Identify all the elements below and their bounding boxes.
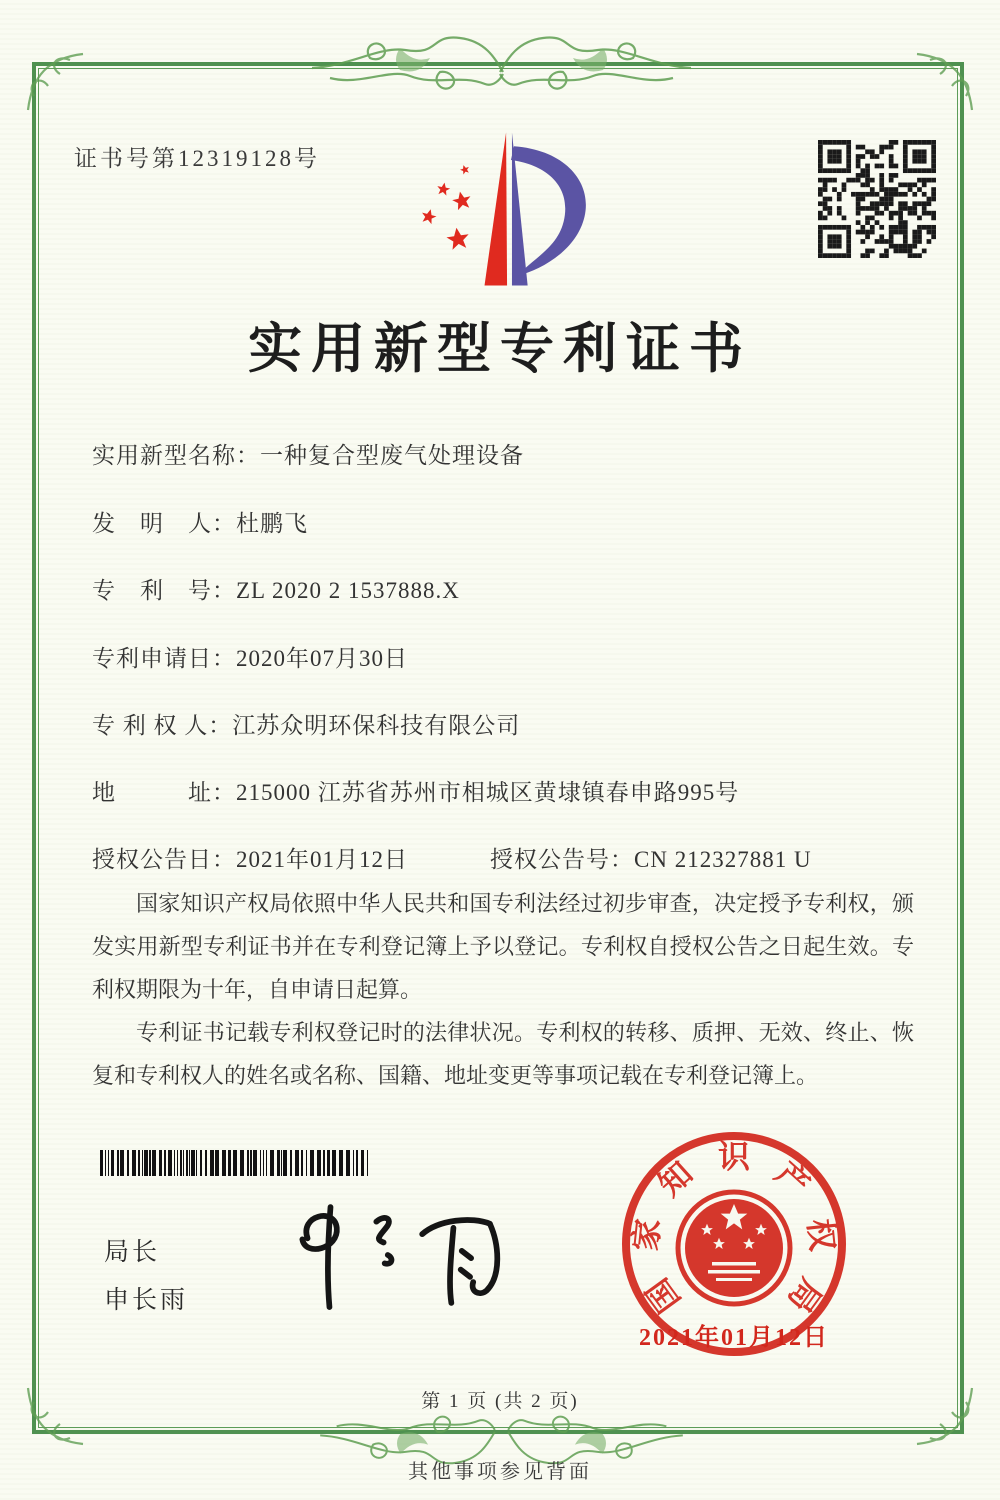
- svg-text:识: 识: [717, 1138, 751, 1175]
- field-value: 2020年07月30日: [236, 646, 408, 671]
- director-title: 局长: [104, 1239, 161, 1266]
- svg-text:局: 局: [780, 1271, 829, 1320]
- field-label: 授权公告号：: [490, 847, 634, 872]
- legal-paragraph-2: 专利证书记载专利权登记时的法律状况。专利权的转移、质押、无效、终止、恢复和专利权人的姓名或名称、国籍、地址变更等事项记载在专利登记簿上。: [92, 1020, 914, 1088]
- svg-text:知: 知: [651, 1154, 700, 1203]
- svg-text:产: 产: [768, 1154, 817, 1203]
- svg-text:权: 权: [801, 1217, 841, 1253]
- qr-code: [816, 140, 938, 258]
- legal-paragraph-1: 国家知识产权局依照中华人民共和国专利法经过初步审查，决定授予专利权，颁发实用新型专利证书并在专利登记簿上予以登记。专利权自授权公告之日起生效。专利权期限为十年，自申请日起算。: [92, 891, 914, 1002]
- seal-date: 2021年01月12日: [639, 1325, 829, 1351]
- field-patent-number: [92, 572, 460, 605]
- national-emblem-icon: [678, 1192, 790, 1304]
- field-label: 专 利 号：: [92, 578, 236, 603]
- page-number: 第 1 页 (共 2 页): [421, 1391, 579, 1412]
- field-value: 一种复合型废气处理设备: [260, 443, 524, 468]
- field-address: [92, 774, 739, 807]
- field-grant-number: [490, 841, 812, 874]
- director-name: 申长雨: [104, 1287, 189, 1314]
- svg-text:家: 家: [627, 1217, 667, 1253]
- certificate-title: 实用新型专利证书: [248, 319, 752, 379]
- legal-text: [92, 882, 914, 1097]
- field-patentee: [92, 707, 520, 740]
- field-value: CN 212327881 U: [634, 847, 812, 872]
- barcode: [100, 1150, 372, 1176]
- field-label: 实用新型名称：: [92, 443, 260, 468]
- field-value: 215000 江苏省苏州市相城区黄埭镇春申路995号: [236, 780, 740, 805]
- field-grant-date: [92, 841, 812, 874]
- field-label: 发 明 人：: [92, 511, 236, 536]
- field-label: 专利申请日：: [92, 646, 236, 671]
- field-value: 2021年01月12日: [236, 847, 408, 872]
- field-value: ZL 2020 2 1537888.X: [236, 578, 460, 603]
- field-label: 地 址：: [92, 780, 236, 805]
- field-value: 杜鹏飞: [236, 511, 308, 536]
- back-note: 其他事项参见背面: [408, 1461, 592, 1483]
- field-label: 授权公告日：: [92, 847, 236, 872]
- field-filing-date: [92, 640, 408, 673]
- field-utility-model-name: [92, 437, 524, 470]
- field-inventor: [92, 505, 308, 538]
- field-value: 江苏众明环保科技有限公司: [232, 713, 521, 738]
- field-label: 专 利 权 人：: [92, 713, 233, 738]
- certificate-number: 证书号第12319128号: [74, 146, 320, 171]
- svg-text:国: 国: [639, 1271, 688, 1320]
- cnipa-logo-icon: [412, 120, 608, 298]
- director-signature: [268, 1190, 518, 1320]
